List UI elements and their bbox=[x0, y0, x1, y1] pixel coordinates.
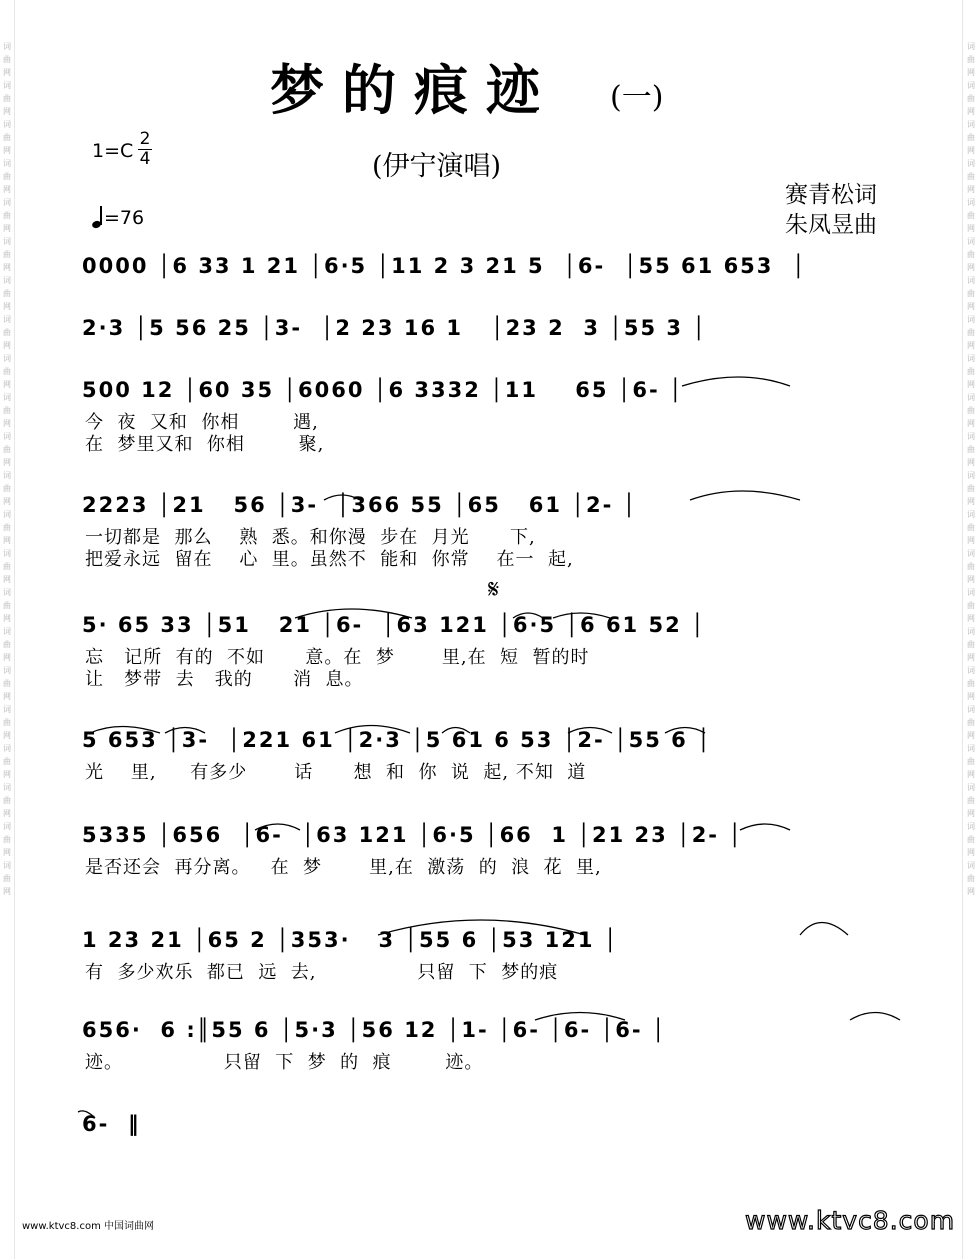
lyric-line: 光 里, 有多少 话 想 和 你 说 起, 不知 道 bbox=[85, 762, 587, 783]
key-signature: 1=C bbox=[92, 140, 134, 162]
composer: 朱凤昱曲 bbox=[785, 212, 877, 238]
slur bbox=[665, 728, 705, 734]
time-sig-top: 2 bbox=[139, 129, 151, 149]
lyricist: 赛青松词 bbox=[785, 182, 877, 208]
slur bbox=[442, 728, 470, 734]
notation-row: 2·3 │5 56 25 │3- │2 23 16 1 │23 2 3 │55 3 │ bbox=[82, 316, 707, 340]
lyric-line: 忘 记所 有的 不如 意。在 梦 里,在 短 暂的时 bbox=[85, 647, 590, 668]
notation-row: 5 653 │3- │221 61 │2·3 │5 61 6 53 │2- │55 6 │ bbox=[82, 728, 712, 752]
notation-row: 500 12 │60 35 │6060 │6 3332 │11 65 │6- │ bbox=[82, 378, 684, 402]
side-watermark-right: 词曲网 词曲网 词曲网 词曲网 词曲网 词曲网 词曲网 词曲网 词曲网 词曲网 词曲网 词曲网 词曲网 词曲网 词曲网 词曲网 词曲网 词曲网 词曲网 词曲网 词曲网 词曲网 bbox=[967, 42, 975, 896]
segno-icon: 𝄋 bbox=[488, 575, 500, 605]
slur bbox=[682, 377, 790, 386]
slur bbox=[690, 491, 800, 500]
lyric-line: 在 梦里又和 你相 聚, bbox=[85, 434, 325, 455]
side-watermark-left: 词曲网 词曲网 词曲网 词曲网 词曲网 词曲网 词曲网 词曲网 词曲网 词曲网 词曲网 词曲网 词曲网 词曲网 词曲网 词曲网 词曲网 词曲网 词曲网 词曲网 词曲网 词曲网 bbox=[3, 42, 11, 896]
slur bbox=[378, 920, 585, 935]
singer: (伊宁演唱) bbox=[372, 151, 502, 182]
lyric-line: 迹。 只留 下 梦 的 痕 迹。 bbox=[85, 1052, 484, 1073]
slur bbox=[324, 495, 360, 500]
lyric-line: 把爱永远 留在 心 里。虽然不 能和 你常 在一 起, bbox=[85, 549, 574, 570]
lyric-line: 让 梦带 去 我的 消 息。 bbox=[85, 669, 364, 690]
slur bbox=[335, 726, 410, 734]
slur bbox=[513, 613, 543, 618]
footer-logo: www.ktvc8.com bbox=[745, 1206, 956, 1235]
slur bbox=[90, 727, 160, 734]
lyric-line: 今 夜 又和 你相 遇, bbox=[85, 412, 319, 433]
notation-row: 1 23 21 │65 2 │353· 3 │55 6 │53 121 │ bbox=[82, 928, 619, 952]
tempo-value: =76 bbox=[104, 207, 145, 229]
slur bbox=[800, 923, 848, 936]
slur bbox=[78, 1111, 95, 1118]
lyric-line: 一切都是 那么 熟 悉。和你漫 步在 月光 下, bbox=[85, 527, 536, 548]
song-title: 梦的痕迹 bbox=[270, 58, 558, 122]
slur bbox=[255, 824, 300, 830]
lyric-line: 有 多少欢乐 都已 远 去, 只留 下 梦的痕 bbox=[85, 962, 559, 983]
notation-row: 5335 │656 │6- │63 121 │6·5 │66 1 │21 23 │2- │ bbox=[82, 823, 743, 847]
slur bbox=[850, 1013, 900, 1021]
slur bbox=[553, 613, 610, 618]
footer-site: www.ktvc8.com 中国词曲网 bbox=[22, 1221, 155, 1232]
slur bbox=[740, 824, 790, 830]
notation-row: 6- ‖ bbox=[82, 1112, 141, 1136]
notation-row: 2223 │21 56 │3- │366 55 │65 61 │2- │ bbox=[82, 493, 638, 517]
slur bbox=[535, 1013, 625, 1021]
song-part: (一) bbox=[610, 80, 664, 115]
slur bbox=[165, 728, 205, 734]
lyric-line: 是否还会 再分离。 在 梦 里,在 激荡 的 浪 花 里, bbox=[85, 857, 602, 878]
notation-row: 0000 │6 33 1 21 │6·5 │11 2 3 21 5 │6- │55 61 653 │ bbox=[82, 254, 807, 278]
slur bbox=[295, 609, 412, 618]
time-sig-bottom: 4 bbox=[139, 149, 151, 169]
notation-row: 656· 6 :║55 6 │5·3 │56 12 │1- │6- │6- │6- │ bbox=[82, 1018, 667, 1042]
slur bbox=[568, 728, 612, 734]
notation-row: 5· 65 33 │51 21 │6- │63 121 │6·5 │6 61 52 │ bbox=[82, 613, 706, 637]
